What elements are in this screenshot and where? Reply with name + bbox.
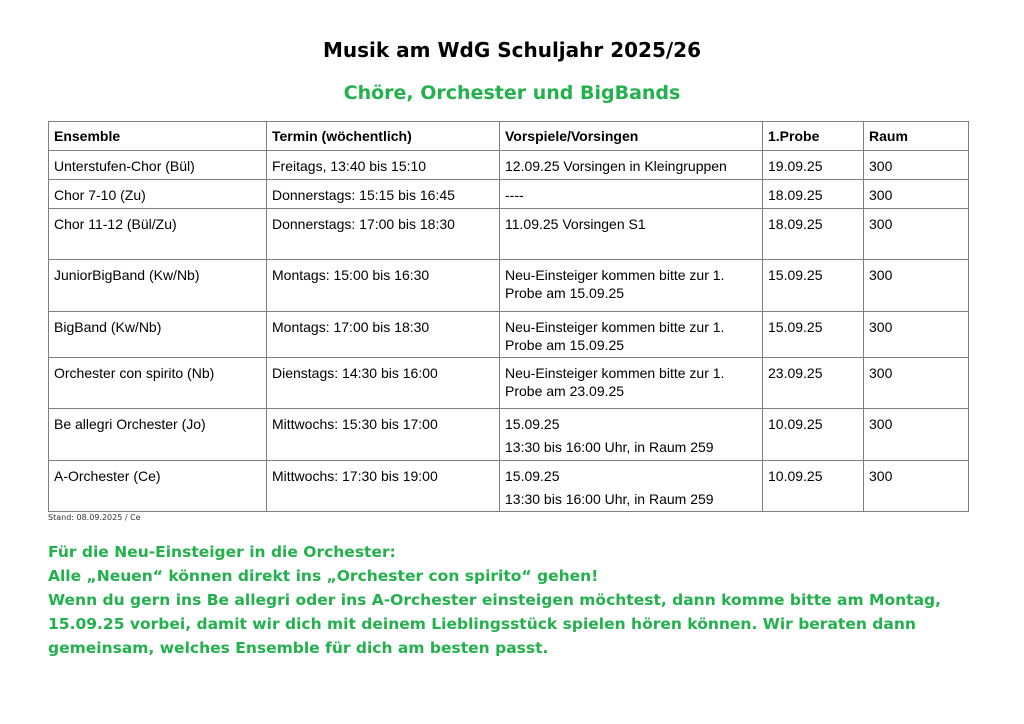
table-row	[49, 180, 969, 209]
ensemble-cell: JuniorBigBand (Kw/Nb)	[49, 260, 267, 312]
header-termin: Termin (wöchentlich)	[267, 122, 500, 151]
table-row	[49, 209, 969, 260]
vorspiel-cell	[500, 180, 763, 209]
probe-cell: 10.09.25	[763, 461, 864, 512]
page-title: Musik am WdG Schuljahr 2025/26	[322, 38, 702, 62]
vorspiel-line: Probe am 23.09.25	[505, 383, 625, 399]
ensemble-cell: BigBand (Kw/Nb)	[49, 312, 267, 358]
vorspiel-line: Neu-Einsteiger kommen bitte zur 1.	[505, 267, 725, 283]
vorspiel-line: 11.09.25 Vorsingen S1	[505, 216, 646, 232]
termin-cell: Dienstags: 14:30 bis 16:00	[267, 358, 500, 409]
header-raum: Raum	[864, 122, 969, 151]
ensemble-cell: Unterstufen-Chor (Bül)	[49, 151, 267, 180]
note-line: Für die Neu-Einsteiger in die Orchester:	[48, 543, 396, 561]
termin-cell: Donnerstags: 17:00 bis 18:30	[267, 209, 500, 260]
note-line: gemeinsam, welches Ensemble für dich am besten passt.	[48, 639, 549, 657]
probe-cell: 18.09.25	[763, 180, 864, 209]
termin-cell: Montags: 15:00 bis 16:30	[267, 260, 500, 312]
table-row	[49, 312, 969, 358]
vorspiel-line: 12.09.25 Vorsingen in Kleingruppen	[505, 158, 727, 174]
raum-cell: 300	[864, 358, 969, 409]
ensemble-cell: A-Orchester (Ce)	[49, 461, 267, 512]
orchestra-note	[48, 540, 978, 660]
stand-date: Stand: 08.09.2025 / Ce	[48, 513, 141, 522]
vorspiel-cell	[500, 260, 763, 312]
vorspiel-line: ----	[505, 187, 524, 203]
vorspiel-cell	[500, 409, 763, 461]
termin-cell: Mittwochs: 17:30 bis 19:00	[267, 461, 500, 512]
header-probe: 1.Probe	[763, 122, 864, 151]
probe-cell: 10.09.25	[763, 409, 864, 461]
termin-cell: Donnerstags: 15:15 bis 16:45	[267, 180, 500, 209]
ensemble-cell: Chor 11-12 (Bül/Zu)	[49, 209, 267, 260]
note-line: Alle „Neuen“ können direkt ins „Orchester con spirito“ gehen!	[48, 567, 599, 585]
probe-cell: 15.09.25	[763, 260, 864, 312]
termin-cell: Mittwochs: 15:30 bis 17:00	[267, 409, 500, 461]
vorspiel-line: Probe am 15.09.25	[505, 285, 625, 301]
probe-cell: 15.09.25	[763, 312, 864, 358]
raum-cell: 300	[864, 461, 969, 512]
table-row	[49, 461, 969, 512]
raum-cell: 300	[864, 151, 969, 180]
vorspiel-line: 15.09.25	[505, 416, 560, 432]
probe-cell: 23.09.25	[763, 358, 864, 409]
table-row	[49, 260, 969, 312]
probe-cell: 19.09.25	[763, 151, 864, 180]
vorspiel-cell	[500, 151, 763, 180]
vorspiel-line: 13:30 bis 16:00 Uhr, in Raum 259	[505, 439, 714, 455]
termin-cell: Freitags, 13:40 bis 15:10	[267, 151, 500, 180]
table-header-row	[49, 122, 969, 151]
raum-cell: 300	[864, 209, 969, 260]
vorspiel-line: Neu-Einsteiger kommen bitte zur 1.	[505, 365, 725, 381]
page-subtitle: Chöre, Orchester und BigBands	[343, 82, 681, 104]
vorspiel-line: Neu-Einsteiger kommen bitte zur 1.	[505, 319, 725, 335]
note-line: 15.09.25 vorbei, damit wir dich mit deinem Lieblingsstück spielen hören können. Wir beraten dann	[48, 615, 916, 633]
vorspiel-cell	[500, 358, 763, 409]
probe-cell: 18.09.25	[763, 209, 864, 260]
table-row	[49, 409, 969, 461]
raum-cell: 300	[864, 180, 969, 209]
schedule-table	[48, 121, 969, 512]
raum-cell: 300	[864, 260, 969, 312]
vorspiel-cell	[500, 209, 763, 260]
ensemble-cell: Orchester con spirito (Nb)	[49, 358, 267, 409]
ensemble-cell: Be allegri Orchester (Jo)	[49, 409, 267, 461]
note-line: Wenn du gern ins Be allegri oder ins A-Orchester einsteigen möchtest, dann komme bitte am Montag,	[48, 591, 942, 609]
raum-cell: 300	[864, 409, 969, 461]
ensemble-cell: Chor 7-10 (Zu)	[49, 180, 267, 209]
table-row	[49, 151, 969, 180]
header-vorspiele: Vorspiele/Vorsingen	[500, 122, 763, 151]
vorspiel-line: 15.09.25	[505, 468, 560, 484]
raum-cell: 300	[864, 312, 969, 358]
vorspiel-cell	[500, 461, 763, 512]
vorspiel-cell	[500, 312, 763, 358]
header-ensemble: Ensemble	[49, 122, 267, 151]
vorspiel-line: Probe am 15.09.25	[505, 337, 625, 353]
table-row	[49, 358, 969, 409]
vorspiel-line: 13:30 bis 16:00 Uhr, in Raum 259	[505, 491, 714, 507]
termin-cell: Montags: 17:00 bis 18:30	[267, 312, 500, 358]
